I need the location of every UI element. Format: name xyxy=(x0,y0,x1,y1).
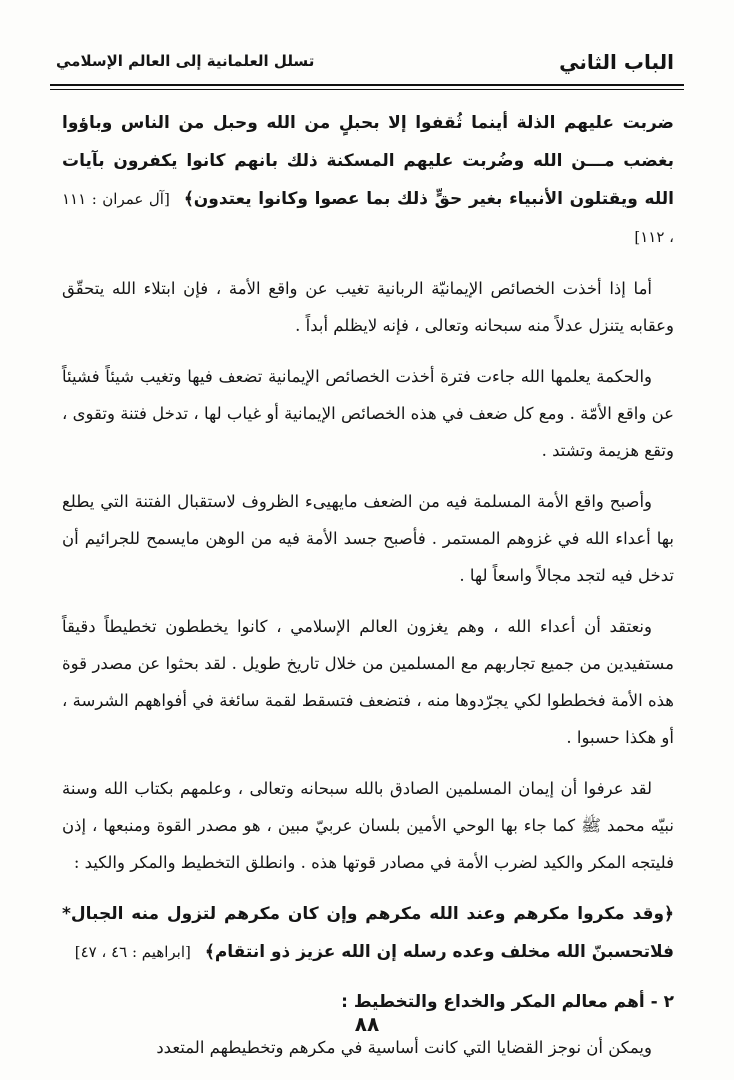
quran-verse-2-text: ﴿وقد مكروا مكرهم وعند الله مكرهم وإن كان مكرهم لتزول منه الجبال* فلاتحسبنّ الله مخلف وعده رسله إن الله عزيز ذو انتقام﴾ xyxy=(62,904,674,962)
paragraph-5: لقد عرفوا أن إيمان المسلمين الصادق بالله سبحانه وتعالى ، وعلمهم بكتاب الله وسنة نبيّه محمد ﷺ كما جاء بها الوحي الأمين بلسان عربيّ مبين ، هو مصدر القوة ومنبعها ، إذن فليتجه المكر والكيد لضرب الأمة في مصادر قوتها هذه . وانطلق التخطيط والمكر والكيد : xyxy=(62,779,674,872)
page-body xyxy=(62,104,674,1080)
paragraph-3: وأصبح واقع الأمة المسلمة فيه من الضعف مايهيىء الظروف لاستقبال الفتنة التي يطلع بها أعداء الله في غزوهم المستمر . فأصبح جسد الأمة فيه من الوهن مايسمح للجرائيم أن تدخل فيه لتجد مجالاً واسعاً لها . xyxy=(62,492,674,585)
page-header xyxy=(50,46,684,82)
paragraph-4: ونعتقد أن أعداء الله ، وهم يغزون العالم الإسلامي ، كانوا يخططون تخطيطاً دقيقاً مستفيدين من جميع تجاربهم مع المسلمين من خلال تاريخ طويل . لقد بحثوا عن مصدر قوة هذه الأمة فخططوا لكي يجرّدوها منه ، فتضعف فتسقط لقمة سائغة في أفواههم الشرسة ، أو هكذا حسبوا . xyxy=(62,617,674,747)
chapter-title: الباب الثاني xyxy=(559,50,674,74)
quran-verse-2 xyxy=(62,895,674,971)
quran-verse-1 xyxy=(62,104,674,256)
book-title: تسلل العلمانية إلى العالم الإسلامي xyxy=(56,52,315,70)
quran-verse-1-reference: [آل عمران : ١١١ ، ١١٢] xyxy=(62,190,674,246)
quran-verse-2-reference: [ابراهيم : ٤٦ ، ٤٧] xyxy=(74,943,191,961)
quran-verse-1-text: ضربت عليهم الذلة أينما ثُقفوا إلا بحبلٍ من الله وحبل من الناس وباؤوا بغضب مـــن الله وضُربت عليهم المسكنة ذلك بانهم كانوا يكفرون بآيات الله ويقتلون الأنبياء بغير حقٍّ ذلك بما عصوا وكانوا يعتدون﴾ xyxy=(62,113,674,209)
header-rule-thick xyxy=(50,84,684,86)
page-number: ٨٨ xyxy=(354,1012,380,1036)
paragraph-1: أما إذا أخذت الخصائص الإيمانيّة الربانية تغيب عن واقع الأمة ، فإن ابتلاء الله يتحقّق وعقابه يتنزل عدلاً منه سبحانه وتعالى ، فإنه لايظلم أبداً . xyxy=(62,279,674,335)
header-rule-thin xyxy=(50,89,684,90)
paragraph-6: ويمكن أن نوجز القضايا التي كانت أساسية في مكرهم وتخطيطهم المتعدد xyxy=(156,1038,652,1057)
section-heading: ٢ - أهم معالم المكر والخداع والتخطيط : xyxy=(341,992,674,1012)
paragraph-2: والحكمة يعلمها الله جاءت فترة أخذت الخصائص الإيمانية تضعف فيها وتغيب شيئاً فشيئاً عن واقع الأمّة . ومع كل ضعف في هذه الخصائص الإيمانية أو غياب لها ، تدخل فتنة وتقوى ، وتقع هزيمة وتشتد . xyxy=(62,367,674,460)
